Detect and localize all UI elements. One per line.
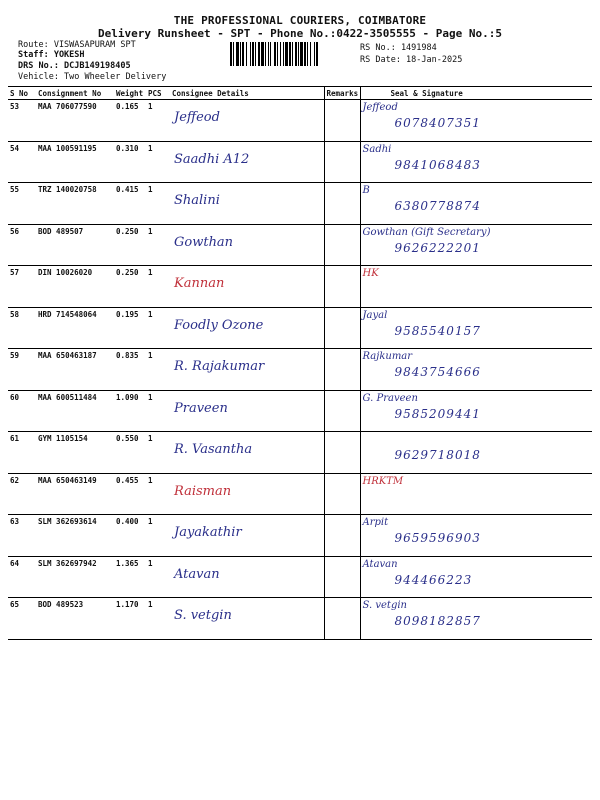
sno-cell: 53 [8,100,36,142]
col-header-signature: Seal & Signature [360,87,592,100]
weight-cell: 0.835 [114,349,146,391]
signature-cell [360,390,592,432]
remarks-cell [324,556,360,598]
barcode-bar [300,42,303,66]
table-row [8,224,592,266]
sno-cell: 58 [8,307,36,349]
barcode-bar [289,42,291,66]
barcode-bar [246,42,247,66]
sno-cell: 59 [8,349,36,391]
barcode-bar [292,42,293,66]
weight-cell: 0.310 [114,141,146,183]
consignee-handwriting: Saadhi A12 [174,151,250,167]
signature-phone: 9843754666 [394,365,481,379]
signature-name: G. Praveen [362,392,418,404]
table-row [8,556,592,598]
signature-phone: 9585540157 [394,323,481,338]
route-label: Route: VISWASAPURAM SPT [18,40,136,50]
consignment-cell: SLM 362693614 [36,515,114,557]
consignee-cell [170,556,324,598]
sno-cell: 60 [8,390,36,432]
weight-cell: 1.090 [114,390,146,432]
consignee-handwriting: Jayakathir [174,525,242,540]
consignee-cell [170,183,324,225]
sno-cell: 54 [8,141,36,183]
consignment-cell: MAA 650463149 [36,473,114,515]
table-row [8,598,592,640]
consignee-cell [170,598,324,640]
vehicle-label: Vehicle: Two Wheeler Delivery [18,72,167,82]
sno-cell: 55 [8,183,36,225]
sno-cell: 64 [8,556,36,598]
consignment-cell: HRD 714548064 [36,307,114,349]
remarks-cell [324,515,360,557]
barcode [230,42,354,66]
signature-phone: 8098182857 [394,614,481,628]
pcs-cell: 1 [146,515,170,557]
consignment-cell: MAA 650463187 [36,349,114,391]
weight-cell: 0.250 [114,224,146,266]
signature-name: Jayal [362,309,388,321]
consignee-handwriting: Atavan [174,566,220,582]
consignment-cell: MAA 706077590 [36,100,114,142]
signature-name: Gowthan (Gift Secretary) [362,226,491,238]
rs-date: RS Date: 18-Jan-2025 [360,55,463,65]
signature-cell [360,307,592,349]
signature-name: Atavan [362,558,398,570]
pcs-cell: 1 [146,473,170,515]
signature-phone: 9626222201 [394,240,481,255]
table-row [8,266,592,308]
remarks-cell [324,224,360,266]
weight-cell: 0.195 [114,307,146,349]
consignee-handwriting: R. Rajakumar [174,359,265,374]
company-title: THE PROFESSIONAL COURIERS, COIMBATORE [173,14,427,27]
consignee-cell [170,473,324,515]
remarks-cell [324,183,360,225]
table-row [8,307,592,349]
signature-phone: 9629718018 [394,448,481,462]
weight-cell: 0.165 [114,100,146,142]
signature-cell [360,266,592,308]
sno-cell: 65 [8,598,36,640]
col-header-remarks: Remarks [324,87,360,100]
drs-number: DRS No.: DCJB149198405 [18,61,131,71]
pcs-cell: 1 [146,224,170,266]
consignee-handwriting: Foodly Ozone [174,317,264,333]
barcode-bar [230,42,232,66]
weight-cell: 1.170 [114,598,146,640]
barcode-bar [314,42,315,66]
pcs-cell: 1 [146,390,170,432]
consignee-cell [170,266,324,308]
barcode-bar [250,42,251,66]
col-header-weight: Weight [114,87,146,100]
barcode-bar [307,42,308,66]
barcode-bar [252,42,254,66]
weight-cell: 0.455 [114,473,146,515]
remarks-cell [324,598,360,640]
table-header-row [8,87,592,100]
consignee-cell [170,141,324,183]
barcode-bar [258,42,260,66]
signature-phone: 9841068483 [394,157,481,172]
consignment-cell: TRZ 140020758 [36,183,114,225]
signature-phone: 9585209441 [394,406,481,421]
signature-name: S. vetgin [362,600,407,611]
pcs-cell: 1 [146,432,170,474]
signature-name: Jeffeod [362,102,398,113]
pcs-cell: 1 [146,307,170,349]
signature-cell [360,183,592,225]
signature-name: Arpit [362,517,389,528]
consignee-handwriting: Praveen [174,400,228,416]
sno-cell: 57 [8,266,36,308]
consignee-handwriting: Jeffeod [174,110,220,125]
signature-name: HK [362,268,379,279]
consignee-handwriting: S. vetgin [174,608,232,623]
table-row [8,100,592,142]
remarks-cell [324,141,360,183]
barcode-bar [280,42,281,66]
pcs-cell: 1 [146,349,170,391]
sno-cell: 56 [8,224,36,266]
signature-name: Sadhi [362,143,392,155]
table-row [8,141,592,183]
staff-label: Staff: YOKESH [18,50,85,60]
table-row [8,432,592,474]
remarks-cell [324,432,360,474]
consignment-cell: SLM 362697942 [36,556,114,598]
signature-cell [360,473,592,515]
barcode-bar [236,42,239,66]
signature-name: B [362,185,370,196]
pcs-cell: 1 [146,183,170,225]
consignee-handwriting: Kannan [174,276,225,291]
col-header-sno: S No [8,87,36,100]
table-row [8,349,592,391]
signature-cell [360,141,592,183]
barcode-bar [298,42,299,66]
col-header-consignment: Consignment No [36,87,114,100]
pcs-cell: 1 [146,100,170,142]
barcode-bar [261,42,264,66]
consignee-cell [170,224,324,266]
signature-cell [360,556,592,598]
barcode-bar [233,42,234,66]
signature-cell [360,349,592,391]
rs-number: RS No.: 1491984 [360,43,437,53]
signature-name: Rajkumar [362,351,413,362]
consignee-cell [170,515,324,557]
barcode-bar [274,42,276,66]
sno-cell: 63 [8,515,36,557]
consignment-cell: DIN 10026020 [36,266,114,308]
sno-cell: 62 [8,473,36,515]
runsheet-table [8,86,592,640]
consignee-cell [170,100,324,142]
consignment-cell: MAA 600511484 [36,390,114,432]
consignment-cell: BOD 489507 [36,224,114,266]
weight-cell: 1.365 [114,556,146,598]
signature-cell [360,224,592,266]
consignee-handwriting: Gowthan [174,234,234,250]
consignee-cell [170,432,324,474]
runsheet-subtitle: Delivery Runsheet - SPT - Phone No.:0422-3505555 - Page No.:5 [98,27,502,40]
sno-cell: 61 [8,432,36,474]
barcode-bar [255,42,256,66]
consignee-handwriting: R. Vasantha [174,442,253,457]
barcode-bar [240,42,241,66]
table-row [8,390,592,432]
weight-cell: 0.550 [114,432,146,474]
barcode-bar [265,42,266,66]
remarks-cell [324,100,360,142]
signature-phone: 6078407351 [394,116,481,130]
signature-phone: 9659596903 [394,531,481,545]
remarks-cell [324,307,360,349]
pcs-cell: 1 [146,141,170,183]
pcs-cell: 1 [146,266,170,308]
consignment-cell: BOD 489523 [36,598,114,640]
weight-cell: 0.400 [114,515,146,557]
barcode-bar [283,42,284,66]
barcode-bar [304,42,306,66]
signature-name: HRKTM [362,475,404,487]
consignment-cell: MAA 100591195 [36,141,114,183]
remarks-cell [324,266,360,308]
col-header-consignee: Consignee Details [170,87,324,100]
barcode-bar [285,42,288,66]
remarks-cell [324,390,360,432]
pcs-cell: 1 [146,598,170,640]
signature-phone: 6380778874 [394,199,481,213]
barcode-bar [295,42,297,66]
barcode-bar [270,42,271,66]
barcode-bar [316,42,318,66]
weight-cell: 0.250 [114,266,146,308]
signature-cell [360,432,592,474]
barcode-bar [310,42,311,66]
table-row [8,183,592,225]
consignment-cell: GYM 1105154 [36,432,114,474]
remarks-cell [324,473,360,515]
signature-cell [360,100,592,142]
remarks-cell [324,349,360,391]
signature-phone: 944466223 [394,572,473,587]
barcode-bar [268,42,269,66]
consignee-cell [170,307,324,349]
signature-cell [360,598,592,640]
consignee-handwriting: Raisman [174,483,232,499]
consignee-handwriting: Shalini [174,193,220,208]
table-row [8,515,592,557]
weight-cell: 0.415 [114,183,146,225]
table-row [8,473,592,515]
pcs-cell: 1 [146,556,170,598]
col-header-pcs: PCS [146,87,170,100]
barcode-bar [277,42,278,66]
consignee-cell [170,390,324,432]
signature-cell [360,515,592,557]
consignee-cell [170,349,324,391]
barcode-bar [242,42,244,66]
